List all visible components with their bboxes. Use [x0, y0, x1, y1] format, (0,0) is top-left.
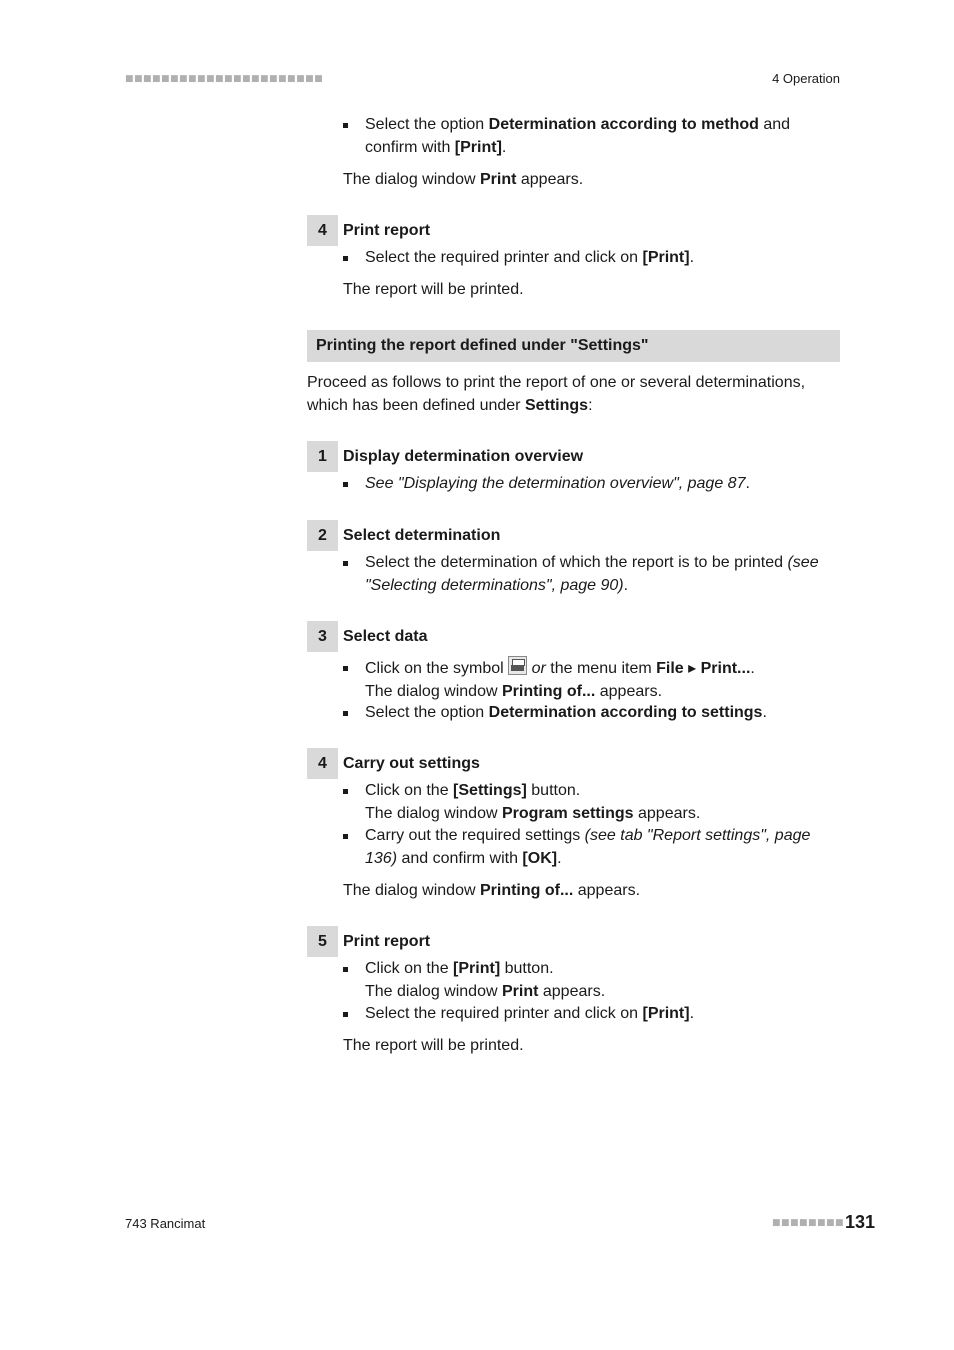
footer-decoration: ■■■■■■■■ [772, 1218, 845, 1228]
list-item: Select the required printer and click on [Print]. [343, 246, 823, 269]
chapter-title: 4 Operation [772, 71, 840, 86]
step-number: 2 [307, 520, 338, 551]
page-number: 131 [845, 1212, 876, 1232]
step-title: Select determination [343, 527, 501, 544]
step-title: Carry out settings [343, 755, 480, 772]
section-intro: Proceed as follows to print the report of one or several determinations, which has been defined under Settings: [307, 374, 806, 414]
printer-icon [508, 656, 527, 675]
list-item: Carry out the required settings (see tab "Report settings", page 136) and confirm with [OK]. [343, 824, 823, 870]
cross-reference-link[interactable]: (see tab "Report settings", page 136) [365, 827, 811, 867]
section-heading: Printing the report defined under "Settings" [307, 330, 840, 362]
step-title: Select data [343, 628, 428, 645]
step-number: 3 [307, 621, 338, 652]
result-text: The dialog window Print appears. [343, 171, 584, 188]
list-item: Select the option Determination according to method and confirm with [Print]. [343, 113, 823, 159]
list-item: Select the option Determination according to settings. [343, 701, 823, 724]
step-number: 4 [307, 748, 338, 779]
cross-reference-link[interactable]: (see "Selecting determinations", page 90) [365, 554, 819, 594]
header-decoration: ■■■■■■■■■■■■■■■■■■■■■■ [125, 74, 324, 84]
list-item: Click on the [Settings] button. The dialog window Program settings appears. [343, 779, 823, 825]
step-number: 1 [307, 441, 338, 472]
list-item: Click on the [Print] button. The dialog window Print appears. [343, 957, 823, 1003]
product-name: 743 Rancimat [125, 1216, 206, 1231]
list-item: See "Displaying the determination overview", page 87. [343, 472, 823, 495]
step-number: 5 [307, 926, 338, 957]
list-item: Select the determination of which the report is to be printed (see "Selecting determinations", page 90). [343, 551, 823, 597]
menu-arrow-icon: ▸ [683, 660, 701, 677]
cross-reference-link[interactable]: See "Displaying the determination overview", page 87 [365, 475, 746, 492]
result-text: The report will be printed. [343, 281, 524, 298]
result-text: The report will be printed. [343, 1037, 524, 1054]
step-number: 4 [307, 215, 338, 246]
step-title: Display determination overview [343, 448, 584, 465]
result-text: The dialog window Printing of... appears. [343, 882, 641, 899]
list-item: Click on the symbol or the menu item File ▸ Print.... The dialog window Printing of... appears. [343, 656, 823, 703]
step-title: Print report [343, 222, 431, 239]
step-title: Print report [343, 933, 431, 950]
list-item: Select the required printer and click on [Print]. [343, 1002, 823, 1025]
